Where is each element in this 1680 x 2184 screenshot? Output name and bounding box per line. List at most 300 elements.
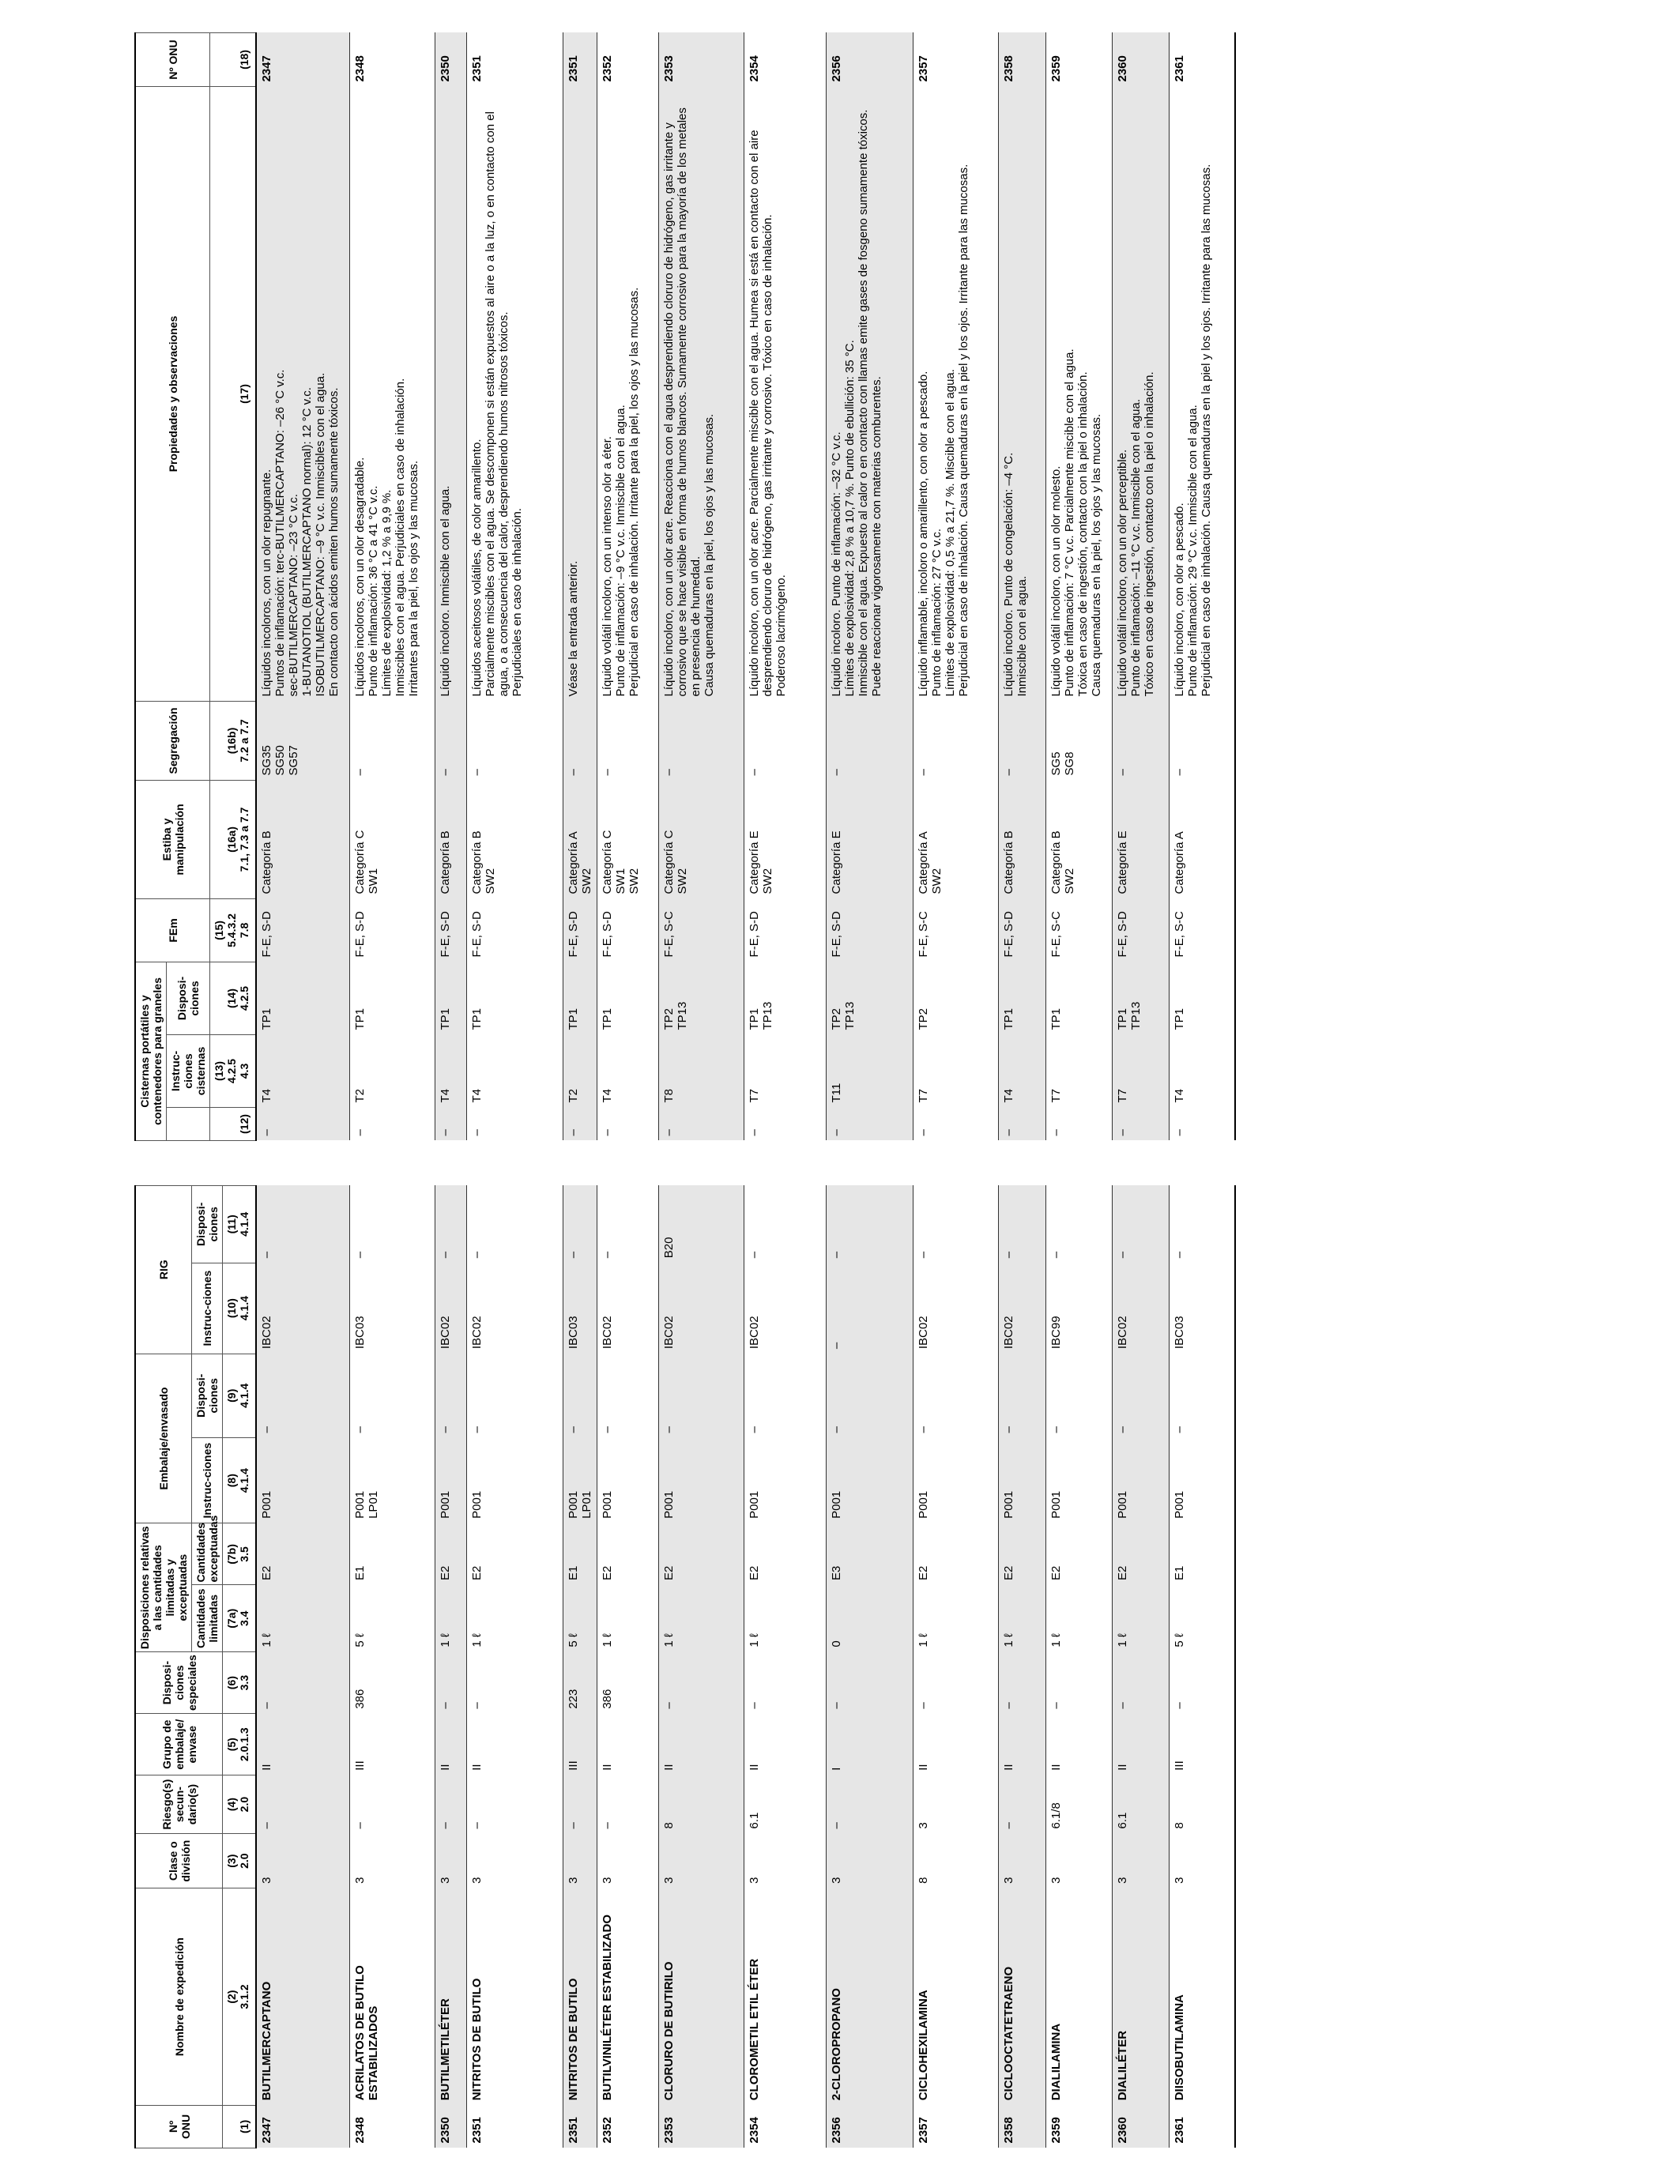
table-cell: 223 xyxy=(563,1652,597,1714)
table-cell: 6.1 xyxy=(1112,1775,1169,1834)
un-number-cell: 2356 xyxy=(826,2105,913,2148)
table-cell: P001 xyxy=(1169,1437,1235,1523)
table-cell: – xyxy=(1112,1108,1169,1141)
left-table-row xyxy=(998,1186,1045,2148)
table-cell: Categoría A SW2 xyxy=(913,780,998,898)
table-cell: – xyxy=(256,1652,349,1714)
table-cell: – xyxy=(349,701,435,780)
table-cell: P001 xyxy=(466,1437,563,1523)
table-cell: T7 xyxy=(744,1035,826,1108)
table-cell: – xyxy=(597,1775,658,1834)
table-cell: TP1 xyxy=(1169,962,1235,1034)
left-colnum: (7b) 3.5 xyxy=(223,1523,257,1585)
table-cell: – xyxy=(826,1108,913,1141)
header-excepted-quantities: Cantidades exceptuadas xyxy=(192,1523,223,1585)
header-portable-tanks-group: Cisternas portátiles y contenedores para graneles xyxy=(135,962,167,1140)
table-cell: – xyxy=(744,1108,826,1141)
table-cell: E2 xyxy=(998,1523,1045,1585)
table-cell: II xyxy=(597,1714,658,1775)
table-cell: 3 xyxy=(1045,1833,1112,1888)
table-cell: – xyxy=(1112,701,1169,780)
table-cell: – xyxy=(435,701,466,780)
left-table-row xyxy=(349,1186,435,2148)
table-cell: – xyxy=(256,1108,349,1141)
table-cell: T4 xyxy=(1169,1035,1235,1108)
table-cell: 8 xyxy=(1169,1775,1235,1834)
table-cell: T2 xyxy=(349,1035,435,1108)
left-colnum: (11) 4.1.4 xyxy=(223,1186,257,1263)
table-cell: E2 xyxy=(466,1523,563,1585)
shipping-name-cell: BUTILMERCAPTANO xyxy=(256,1888,349,2105)
right-colnum: (15) 5.4.3.2 7.8 xyxy=(210,898,257,962)
left-table-row xyxy=(1169,1186,1235,2148)
shipping-name-cell: DIISOBUTILAMINA xyxy=(1169,1888,1235,2105)
table-cell: P001 xyxy=(597,1437,658,1523)
table-cell: – xyxy=(826,1354,913,1437)
table-cell: – xyxy=(826,1263,913,1354)
left-table-row xyxy=(466,1186,563,2148)
table-cell: 0 xyxy=(826,1585,913,1652)
table-cell: II xyxy=(744,1714,826,1775)
table-cell: Categoría A xyxy=(1169,780,1235,898)
table-cell: 3 xyxy=(563,1833,597,1888)
table-cell: II xyxy=(1045,1714,1112,1775)
table-cell: 5 ℓ xyxy=(349,1585,435,1652)
table-cell: 1 ℓ xyxy=(597,1585,658,1652)
table-cell: – xyxy=(563,1775,597,1834)
properties-cell: Líquidos incoloros, con un olor repugnante. Puntos de inflamación: terc-BUTILMERCAPTANO: –26 °C v.c. sec-BUTILMERCAPTANO: –23 °C v.c. 1-BUTANOTIOL (BUTILMERCAPTANO normal): 12 °C v.c. ISOBUTILMERCAPTANO: –9 °C v.c. Inmiscibles con el agua. En contacto con ácidos emiten humos sumamente tóxicos. xyxy=(256,86,349,701)
header-packing-group: Grupo de embalaje/ envase xyxy=(135,1714,223,1775)
un-number-cell: 2354 xyxy=(744,32,826,86)
table-cell: – xyxy=(1169,1108,1235,1141)
table-cell: T4 xyxy=(466,1035,563,1108)
properties-cell: Líquido incoloro, con olor a pescado. Punto de inflamación: 29 °C v.c. Inmiscible con el agua. Perjudicial en caso de inhalación. Causa quemaduras en la piel y los ojos. Irritante para las mucosas. xyxy=(1169,86,1235,701)
un-number-cell: 2350 xyxy=(435,2105,466,2148)
left-table-row xyxy=(435,1186,466,2148)
header-tank-provisions: Disposi-ciones xyxy=(167,962,210,1034)
properties-cell: Véase la entrada anterior. xyxy=(563,86,597,701)
table-cell: P001 xyxy=(998,1437,1045,1523)
un-number-cell: 2351 xyxy=(466,2105,563,2148)
right-colnum: (17) xyxy=(210,86,257,701)
shipping-name-cell: 2-CLOROPROPANO xyxy=(826,1888,913,2105)
table-cell: IBC02 xyxy=(466,1263,563,1354)
table-cell: 5 ℓ xyxy=(1169,1585,1235,1652)
table-cell: – xyxy=(1169,1652,1235,1714)
properties-cell: Líquidos incoloros, con un olor desagradable. Punto de inflamación: 36 °C a 41 °C v.c. Límites de explosividad: 1,2 % a 9,9 %. Inmiscibles con el agua. Perjudiciales en caso de inhalación. Irritantes para la piel, los ojos y las mucosas. xyxy=(349,86,435,701)
table-cell: Categoría E xyxy=(1112,780,1169,898)
table-cell: T11 xyxy=(826,1035,913,1108)
properties-cell: Líquido volátil incoloro, con un olor perceptible. Punto de inflamación: –11 °C v.c. Inmiscible con el agua. Tóxico en caso de ingestión, contacto con la piel o inhalación. xyxy=(1112,86,1169,701)
table-cell: 1 ℓ xyxy=(1112,1585,1169,1652)
left-table-row xyxy=(744,1186,826,2148)
table-cell: – xyxy=(435,1108,466,1141)
table-cell: F-E, S-D xyxy=(826,898,913,962)
table-cell: 8 xyxy=(658,1775,744,1834)
table-cell: 1 ℓ xyxy=(466,1585,563,1652)
table-cell: 386 xyxy=(349,1652,435,1714)
table-cell: 1 ℓ xyxy=(658,1585,744,1652)
table-cell: E1 xyxy=(1169,1523,1235,1585)
table-cell: 3 xyxy=(466,1833,563,1888)
left-colnum: (7a) 3.4 xyxy=(223,1585,257,1652)
table-cell: F-E, S-C xyxy=(1045,898,1112,962)
right-table xyxy=(134,32,1236,1141)
table-cell: Categoría E xyxy=(826,780,913,898)
right-table-row xyxy=(1169,32,1235,1140)
table-cell: P001 LP01 xyxy=(349,1437,435,1523)
shipping-name-cell: DIALILÉTER xyxy=(1112,1888,1169,2105)
left-table xyxy=(134,1185,1236,2148)
table-cell: – xyxy=(563,1186,597,1263)
shipping-name-cell: BUTILMETILÉTER xyxy=(435,1888,466,2105)
header-ems: FEm xyxy=(135,898,210,962)
left-colnum: (8) 4.1.4 xyxy=(223,1437,257,1523)
table-cell: – xyxy=(998,1108,1045,1141)
table-cell: – xyxy=(256,1354,349,1437)
header-un-right: Nº ONU xyxy=(135,32,210,86)
table-cell: Categoría B xyxy=(435,780,466,898)
table-cell: – xyxy=(658,1108,744,1141)
right-table-row xyxy=(256,32,349,1140)
table-cell: E2 xyxy=(256,1523,349,1585)
table-cell: E2 xyxy=(913,1523,998,1585)
table-cell: F-E, S-C xyxy=(1169,898,1235,962)
table-cell: I xyxy=(826,1714,913,1775)
left-table-row xyxy=(658,1186,744,2148)
header-un: Nº ONU xyxy=(135,2105,223,2148)
properties-cell: Líquidos aceitosos volátiles, de color amarillento. Parcialmente miscibles con el agua. Se descomponen si están expuestos al aire o a la luz, o en contacto con el agua, o a consecuencia del calor, desprendiendo humos nitrosos tóxicos. Perjudiciales en caso de inhalación. xyxy=(466,86,563,701)
table-cell: F-E, S-D xyxy=(256,898,349,962)
table-cell: II xyxy=(435,1714,466,1775)
header-ibc-instructions: Instruc-ciones xyxy=(192,1263,223,1354)
table-cell: – xyxy=(998,1652,1045,1714)
header-limited-excepted-group: Disposiciones relativas a las cantidades limitadas y exceptuadas xyxy=(135,1523,192,1652)
table-cell: 3 xyxy=(256,1833,349,1888)
table-cell: P001 LP01 xyxy=(563,1437,597,1523)
table-cell: Categoría B SW2 xyxy=(1045,780,1112,898)
table-cell: – xyxy=(435,1775,466,1834)
table-cell: TP1 TP13 xyxy=(1112,962,1169,1034)
table-cell: P001 xyxy=(744,1437,826,1523)
table-cell: 3 xyxy=(349,1833,435,1888)
table-cell: 1 ℓ xyxy=(1045,1585,1112,1652)
left-table-container xyxy=(134,1185,1416,2148)
table-cell: T2 xyxy=(563,1035,597,1108)
shipping-name-cell: CICLOOCTATETRAENO xyxy=(998,1888,1045,2105)
table-cell: TP2 TP13 xyxy=(826,962,913,1034)
table-cell: F-E, S-D xyxy=(563,898,597,962)
table-cell: – xyxy=(744,701,826,780)
table-cell: – xyxy=(913,1108,998,1141)
left-table-row xyxy=(1112,1186,1169,2148)
table-cell: – xyxy=(435,1186,466,1263)
un-number-cell: 2358 xyxy=(998,32,1045,86)
right-table-row xyxy=(597,32,658,1140)
table-cell: 1 ℓ xyxy=(435,1585,466,1652)
table-cell: – xyxy=(913,1354,998,1437)
table-cell: E3 xyxy=(826,1523,913,1585)
un-number-cell: 2347 xyxy=(256,32,349,86)
table-cell: E1 xyxy=(349,1523,435,1585)
right-table-row xyxy=(658,32,744,1140)
table-cell: F-E, S-D xyxy=(744,898,826,962)
table-cell: – xyxy=(349,1775,435,1834)
table-cell: TP1 xyxy=(563,962,597,1034)
table-cell: F-E, S-C xyxy=(913,898,998,962)
table-cell: 3 xyxy=(435,1833,466,1888)
un-number-cell: 2353 xyxy=(658,2105,744,2148)
left-colnum: (9) 4.1.4 xyxy=(223,1354,257,1437)
table-cell: II xyxy=(466,1714,563,1775)
shipping-name-cell: CLOROMETIL ETIL ÉTER xyxy=(744,1888,826,2105)
properties-cell: Líquido incoloro. Inmiscible con el agua. xyxy=(435,86,466,701)
un-number-cell: 2348 xyxy=(349,2105,435,2148)
un-number-cell: 2359 xyxy=(1045,32,1112,86)
table-cell: TP1 xyxy=(349,962,435,1034)
left-table-row xyxy=(913,1186,998,2148)
table-cell: IBC99 xyxy=(1045,1263,1112,1354)
un-number-cell: 2347 xyxy=(256,2105,349,2148)
right-colnum: (18) xyxy=(210,32,257,86)
header-stowage: Estiba y manipulación xyxy=(135,780,210,898)
table-cell: IBC02 xyxy=(998,1263,1045,1354)
table-cell: F-E, S-D xyxy=(466,898,563,962)
table-cell: – xyxy=(435,1652,466,1714)
table-cell: TP1 xyxy=(1045,962,1112,1034)
header-packing-instructions: Instruc-ciones xyxy=(192,1437,223,1523)
header-properties: Propiedades y observaciones xyxy=(135,86,210,701)
table-cell: TP1 xyxy=(256,962,349,1034)
table-cell: – xyxy=(563,701,597,780)
table-cell: III xyxy=(1169,1714,1235,1775)
properties-cell: Líquido incoloro. Punto de congelación: –4 °C. Inmiscible con el agua. xyxy=(998,86,1045,701)
table-cell: 3 xyxy=(998,1833,1045,1888)
table-cell: – xyxy=(826,1652,913,1714)
table-cell: 3 xyxy=(1169,1833,1235,1888)
table-cell: IBC02 xyxy=(744,1263,826,1354)
table-cell: 1 ℓ xyxy=(998,1585,1045,1652)
table-cell: – xyxy=(597,1108,658,1141)
un-number-cell: 2351 xyxy=(563,32,597,86)
table-cell: T8 xyxy=(658,1035,744,1108)
left-table-row xyxy=(826,1186,913,2148)
left-colnum: (2) 3.1.2 xyxy=(223,1888,257,2105)
table-cell: – xyxy=(658,1652,744,1714)
left-colnum: (5) 2.0.1.3 xyxy=(223,1714,257,1775)
table-cell: E2 xyxy=(1112,1523,1169,1585)
table-cell: – xyxy=(998,1775,1045,1834)
right-table-container xyxy=(134,33,1416,1141)
header-blank-12 xyxy=(167,1108,210,1141)
table-cell: – xyxy=(998,1354,1045,1437)
properties-cell: Líquido volátil incoloro, con un olor molesto. Punto de inflamación: 7 °C v.c. Parcialmente miscible con el agua. Tóxica en caso de ingestión, contacto con la piel o inhalación. Causa quemaduras en la piel, los ojos y las mucosas. xyxy=(1045,86,1112,701)
un-number-cell: 2357 xyxy=(913,32,998,86)
un-number-cell: 2358 xyxy=(998,2105,1045,2148)
properties-cell: Líquido inflamable, incoloro o amarillento, con olor a pescado. Punto de inflamación: 27 °C v.c. Límites de explosividad: 0,5 % a 21,7 %. Miscible con el agua. Perjudicial en caso de inhalación. Causa quemaduras en la piel y los ojos. Irritante para las mucosas. xyxy=(913,86,998,701)
table-cell: – xyxy=(826,1186,913,1263)
table-cell: T4 xyxy=(435,1035,466,1108)
table-cell: TP1 xyxy=(998,962,1045,1034)
table-cell: III xyxy=(563,1714,597,1775)
table-cell: T7 xyxy=(1112,1035,1169,1108)
table-cell: – xyxy=(256,1186,349,1263)
un-number-cell: 2360 xyxy=(1112,2105,1169,2148)
table-cell: Categoría C SW1 xyxy=(349,780,435,898)
right-table-row xyxy=(998,32,1045,1140)
right-table-row xyxy=(563,32,597,1140)
un-number-cell: 2352 xyxy=(597,2105,658,2148)
table-cell: – xyxy=(1112,1354,1169,1437)
header-subsidiary-risk: Riesgo(s) secun-dario(s) xyxy=(135,1775,223,1834)
table-cell: – xyxy=(658,1354,744,1437)
table-cell: B20 xyxy=(658,1186,744,1263)
right-table-row xyxy=(1112,32,1169,1140)
table-cell: P001 xyxy=(826,1437,913,1523)
table-cell: TP1 xyxy=(466,962,563,1034)
table-cell: – xyxy=(1045,1108,1112,1141)
table-cell: – xyxy=(349,1354,435,1437)
shipping-name-cell: DIALILAMINA xyxy=(1045,1888,1112,2105)
table-cell: 3 xyxy=(913,1775,998,1834)
table-cell: – xyxy=(349,1108,435,1141)
table-cell: – xyxy=(998,701,1045,780)
right-table-row xyxy=(349,32,435,1140)
table-cell: – xyxy=(826,1775,913,1834)
table-cell: – xyxy=(658,701,744,780)
table-cell: 3 xyxy=(1112,1833,1169,1888)
table-cell: – xyxy=(466,1354,563,1437)
table-cell: – xyxy=(913,701,998,780)
table-cell: 6.1/8 xyxy=(1045,1775,1112,1834)
table-cell: – xyxy=(913,1652,998,1714)
table-cell: IBC02 xyxy=(1112,1263,1169,1354)
properties-cell: Líquido incoloro, con un olor acre. Parcialmente miscible con el agua. Humea si está en contacto con el aire desprendiendo cloruro de hidrógeno, gas irritante y corrosivo. Tóxico en caso de inhalación. Poderoso lacrimógeno. xyxy=(744,86,826,701)
left-table-row xyxy=(256,1186,349,2148)
right-table-row xyxy=(913,32,998,1140)
un-number-cell: 2348 xyxy=(349,32,435,86)
table-cell: TP1 xyxy=(435,962,466,1034)
table-cell: – xyxy=(563,1354,597,1437)
table-cell: E1 xyxy=(563,1523,597,1585)
table-cell: P001 xyxy=(658,1437,744,1523)
table-cell: – xyxy=(744,1652,826,1714)
table-cell: 3 xyxy=(744,1833,826,1888)
table-cell: T7 xyxy=(1045,1035,1112,1108)
table-cell: – xyxy=(1045,1652,1112,1714)
header-ibc-provisions: Disposi-ciones xyxy=(192,1186,223,1263)
left-table-row xyxy=(597,1186,658,2148)
shipping-name-cell: BUTILVINILÉTER ESTABILIZADO xyxy=(597,1888,658,2105)
table-cell: IBC03 xyxy=(349,1263,435,1354)
table-cell: F-E, S-D xyxy=(998,898,1045,962)
table-cell: – xyxy=(597,1186,658,1263)
header-packaging-group: Embalaje/envasado xyxy=(135,1354,192,1523)
table-cell: E2 xyxy=(1045,1523,1112,1585)
table-cell: E2 xyxy=(658,1523,744,1585)
table-cell: – xyxy=(466,1186,563,1263)
table-cell: TP2 xyxy=(913,962,998,1034)
table-cell: – xyxy=(466,1775,563,1834)
table-cell: 3 xyxy=(658,1833,744,1888)
right-table-row xyxy=(1045,32,1112,1140)
table-cell: T4 xyxy=(998,1035,1045,1108)
table-cell: – xyxy=(826,701,913,780)
table-cell: – xyxy=(435,1354,466,1437)
table-cell: P001 xyxy=(435,1437,466,1523)
table-cell: Categoría A SW2 xyxy=(563,780,597,898)
left-colnum: (3) 2.0 xyxy=(223,1833,257,1888)
table-cell: SG35 SG50 SG57 xyxy=(256,701,349,780)
table-cell: – xyxy=(349,1186,435,1263)
un-number-cell: 2361 xyxy=(1169,32,1235,86)
table-cell: 1 ℓ xyxy=(744,1585,826,1652)
table-cell: Categoría E SW2 xyxy=(744,780,826,898)
table-cell: – xyxy=(466,1108,563,1141)
table-cell: II xyxy=(658,1714,744,1775)
un-number-cell: 2361 xyxy=(1169,2105,1235,2148)
table-cell: P001 xyxy=(1045,1437,1112,1523)
table-cell: – xyxy=(466,1652,563,1714)
left-colnum: (1) xyxy=(223,2105,257,2148)
table-cell: P001 xyxy=(913,1437,998,1523)
table-cell: 1 ℓ xyxy=(256,1585,349,1652)
left-colnum: (10) 4.1.4 xyxy=(223,1263,257,1354)
table-cell: IBC03 xyxy=(563,1263,597,1354)
table-cell: T4 xyxy=(256,1035,349,1108)
table-cell: – xyxy=(744,1186,826,1263)
un-number-cell: 2350 xyxy=(435,32,466,86)
right-colnum: (16a) 7.1, 7.3 a 7.7 xyxy=(210,780,257,898)
table-cell: P001 xyxy=(1112,1437,1169,1523)
table-cell: – xyxy=(466,701,563,780)
table-cell: F-E, S-C xyxy=(658,898,744,962)
un-number-cell: 2356 xyxy=(826,32,913,86)
shipping-name-cell: ACRILATOS DE BUTILO ESTABILIZADOS xyxy=(349,1888,435,2105)
table-cell: 3 xyxy=(826,1833,913,1888)
table-cell: IBC03 xyxy=(1169,1263,1235,1354)
table-cell: – xyxy=(563,1108,597,1141)
table-cell: P001 xyxy=(256,1437,349,1523)
table-cell: – xyxy=(597,1354,658,1437)
header-class: Clase o división xyxy=(135,1833,223,1888)
shipping-name-cell: CLORURO DE BUTIRILO xyxy=(658,1888,744,2105)
right-table-row xyxy=(466,32,563,1140)
table-cell: Categoría B xyxy=(256,780,349,898)
table-cell: – xyxy=(913,1186,998,1263)
table-cell: IBC02 xyxy=(913,1263,998,1354)
table-cell: TP1 TP13 xyxy=(744,962,826,1034)
header-ibc-group: RIG xyxy=(135,1186,192,1354)
left-colnum: (4) 2.0 xyxy=(223,1775,257,1834)
table-cell: T4 xyxy=(597,1035,658,1108)
table-cell: – xyxy=(744,1354,826,1437)
table-cell: – xyxy=(1169,1186,1235,1263)
left-table-row xyxy=(1045,1186,1112,2148)
table-cell: 8 xyxy=(913,1833,998,1888)
table-cell: E2 xyxy=(597,1523,658,1585)
properties-cell: Líquido incoloro, con un olor acre. Reacciona con el agua desprendiendo cloruro de hidrógeno, gas irritante y corrosivo que se hace visible en forma de humos blancos. Sumamente corrosivo para la mayoría de los metales en presencia de humedad. Causa quemaduras en la piel, los ojos y las mucosas. xyxy=(658,86,744,701)
properties-cell: Líquido incoloro. Punto de inflamación: –32 °C v.c. Límites de explosividad: 2,8 % a 10,7 %. Punto de ebullición: 35 °C. Inmiscible con el agua. Expuesto al calor o en contacto con llamas emite gases de fosgeno sumamente tóxicos. Puede reaccionar vigorosamente con materias comburentes. xyxy=(826,86,913,701)
header-tank-instructions: Instruc-ciones cisternas xyxy=(167,1035,210,1108)
table-cell: – xyxy=(1112,1652,1169,1714)
right-colnum: (16b) 7.2 a 7.7 xyxy=(210,701,257,780)
table-cell: F-E, S-D xyxy=(1112,898,1169,962)
un-number-cell: 2353 xyxy=(658,32,744,86)
table-cell: II xyxy=(1112,1714,1169,1775)
un-number-cell: 2359 xyxy=(1045,2105,1112,2148)
properties-cell: Líquido volátil incoloro, con un intenso olor a éter. Punto de inflamación: –9 °C v.c. Inmiscible con el agua. Perjudicial en caso de inhalación. Irritante para la piel, los ojos y las mucosas. xyxy=(597,86,658,701)
